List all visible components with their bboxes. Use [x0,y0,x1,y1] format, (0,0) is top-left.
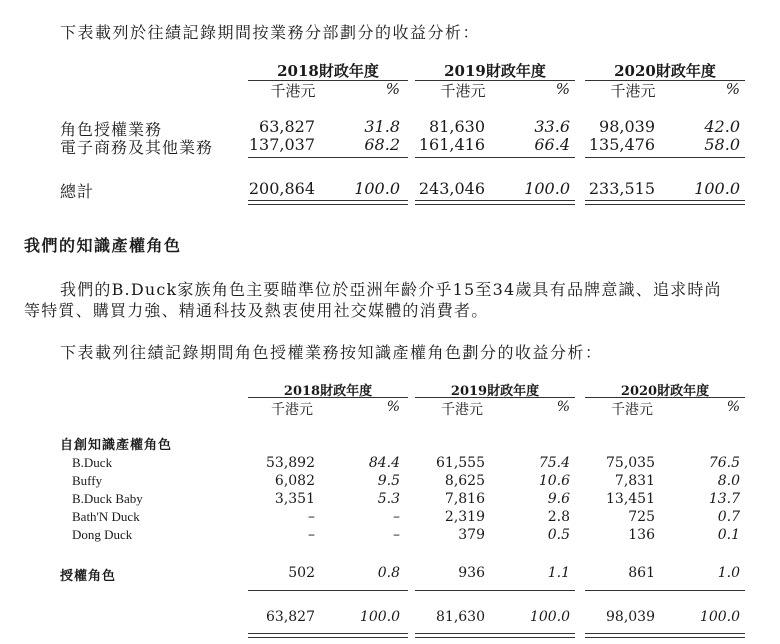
t2-cell: 9.5 [377,473,400,489]
t1-subtotal-rule [248,157,408,158]
t2-licensed-cell: 1.1 [547,565,570,581]
t2-cell: 7,831 [614,473,655,489]
t2-cell: 61,555 [436,455,485,471]
t2-subtotal-rule [248,590,408,591]
t2-row-label: Buffy [72,473,103,488]
t2-cell: 75,035 [606,455,655,471]
t2-licensed-cell: 502 [288,565,315,581]
t2-cell: – [308,527,315,543]
t2-cell: 379 [458,527,485,543]
t2-licensed-cell: 861 [628,565,655,581]
t2-cell: 5.3 [377,491,400,507]
t1-cell: 58.0 [704,135,740,154]
t1-total-cell: 100.0 [354,179,400,198]
t1-total-cell: 200,864 [248,179,315,198]
t2-total-cell: 100.0 [359,609,400,625]
t1-cell: 161,416 [418,135,485,154]
t1-cell: 98,039 [599,117,655,136]
t2-row-label: B.Duck Baby [72,491,143,506]
t2-total-cell: 100.0 [699,609,740,625]
t2-cell: 13,451 [606,491,655,507]
t1-total-double-rule [415,200,575,205]
t2-year-underline [415,397,575,398]
section-heading: 我們的知識產權角色 [24,236,182,255]
t2-unit-amount: 千港元 [611,402,653,418]
t2-total-cell: 100.0 [529,609,570,625]
t1-unit-amount-2019: 千港元 [440,82,486,100]
t2-unit-pct: % [726,399,740,415]
t1-unit-pct-2019: % [555,80,570,98]
t1-subtotal-rule [415,157,575,158]
t1-year-2018: 2018財政年度 [277,62,379,80]
t2-cell: 7,816 [444,491,485,507]
t1-unit-pct-2020: % [725,80,740,98]
t2-cell: 13.7 [708,491,740,507]
t2-cell: 0.1 [717,527,740,543]
t1-row-label: 角色授權業務 [60,120,163,139]
t2-cell: 0.7 [717,509,740,525]
t2-year-2020: 2020財政年度 [620,384,710,399]
t2-cell: 0.5 [547,527,570,543]
t2-row-label: Bath'N Duck [72,509,140,524]
t2-unit-pct: % [386,399,400,415]
t1-unit-amount-2018: 千港元 [270,82,316,100]
t2-cell: 53,892 [266,455,315,471]
t1-row-label: 電子商務及其他業務 [60,138,214,157]
t1-cell: 66.4 [534,135,570,154]
t2-row-label: Dong Duck [72,527,133,542]
t1-year-2019: 2019財政年度 [444,62,546,80]
t2-total-cell: 63,827 [266,609,315,625]
t1-total-cell: 100.0 [524,179,570,198]
t1-year-2020: 2020財政年度 [614,62,716,80]
t2-total-cell: 81,630 [436,609,485,625]
t2-cell: 8,625 [444,473,485,489]
t2-cell: 75.4 [538,455,570,471]
t2-cell: 6,082 [274,473,315,489]
section-paragraph-line2: 等特質、購買力強、精通科技及熱衷使用社交媒體的消費者。 [24,301,489,320]
t1-cell: 68.2 [364,135,400,154]
t1-total-double-rule [248,200,408,205]
t2-total-double-rule [585,633,745,638]
t1-total-label: 總計 [60,182,95,201]
t2-cell: – [393,527,400,543]
t2-total-cell: 98,039 [606,609,655,625]
section-paragraph-line1: 我們的B.Duck家族角色主要瞄準位於亞洲年齡介乎15至34歲具有品牌意識、追求時尚 [60,280,722,299]
t2-year-underline [585,397,745,398]
t2-cell: 725 [628,509,655,525]
t2-unit-amount: 千港元 [271,402,313,418]
t1-total-double-rule [585,200,745,205]
t2-cell: – [393,509,400,525]
t1-cell: 42.0 [704,117,740,136]
t2-unit-pct: % [556,399,570,415]
t2-cell: 8.0 [717,473,740,489]
t1-cell: 135,476 [588,135,655,154]
t2-year-2019: 2019財政年度 [450,384,540,399]
t2-cell: 2.8 [547,509,570,525]
t1-cell: 137,037 [248,135,315,154]
t1-cell: 81,630 [429,117,485,136]
t1-total-cell: 243,046 [418,179,485,198]
t2-cell: 10.6 [538,473,570,489]
t2-cell: 9.6 [547,491,570,507]
t2-cell: 84.4 [368,455,400,471]
t2-cell: 136 [628,527,655,543]
t1-cell: 31.8 [364,117,400,136]
t2-total-double-rule [248,633,408,638]
t2-licensed-cell: 936 [458,565,485,581]
t2-subtotal-rule [585,590,745,591]
t2-licensed-cell: 0.8 [377,565,400,581]
t2-unit-amount: 千港元 [441,402,483,418]
t1-unit-pct-2018: % [385,80,400,98]
t2-cell: 2,319 [444,509,485,525]
table1-intro: 下表載列於往績記錄期間按業務分部劃分的收益分析： [60,23,481,42]
t2-cell: 76.5 [708,455,740,471]
t1-total-cell: 233,515 [588,179,655,198]
t1-subtotal-rule [585,157,745,158]
t1-total-cell: 100.0 [694,179,740,198]
t2-year-underline [248,397,408,398]
t2-licensed-label: 授權角色 [60,569,117,584]
t2-row-label: B.Duck [72,455,113,470]
t1-cell: 63,827 [259,117,315,136]
t1-unit-amount-2020: 千港元 [610,82,656,100]
t1-cell: 33.6 [534,117,570,136]
t2-cell: 3,351 [274,491,315,507]
table2-intro: 下表載列往績記錄期間角色授權業務按知識產權角色劃分的收益分析： [60,343,603,362]
t2-cell: – [308,509,315,525]
t2-year-2018: 2018財政年度 [283,384,373,399]
t2-group-label: 自創知識產權角色 [60,438,173,453]
t2-subtotal-rule [415,590,575,591]
t2-licensed-cell: 1.0 [717,565,740,581]
t2-total-double-rule [415,633,575,638]
